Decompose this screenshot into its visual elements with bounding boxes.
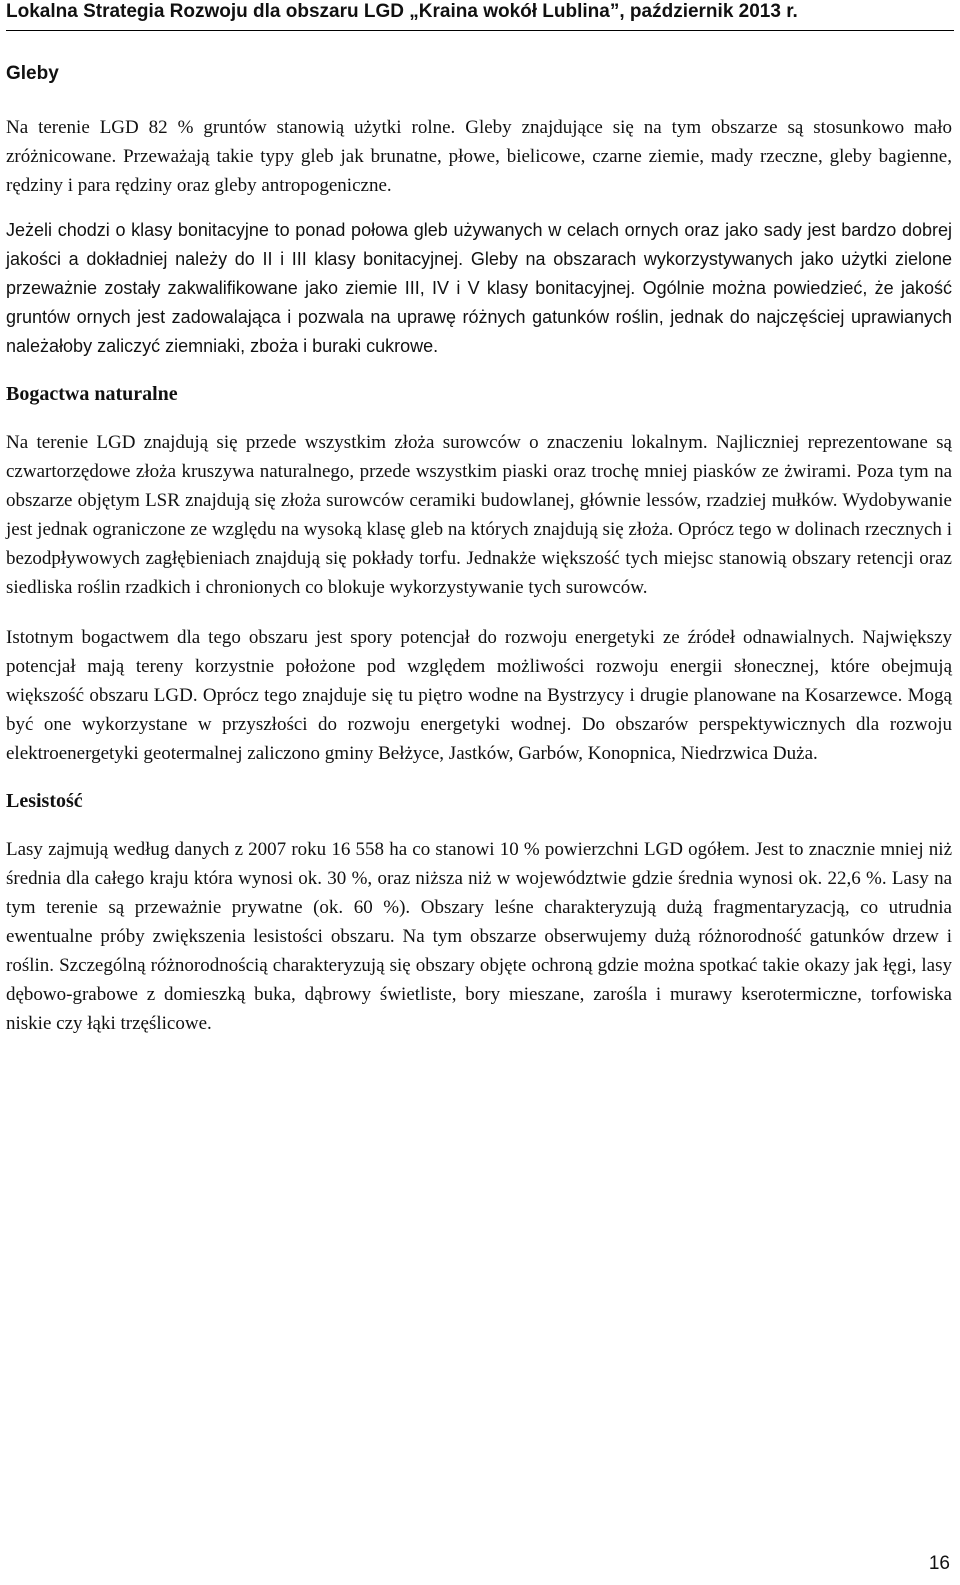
- paragraph-bogactwa-1: Na terenie LGD znajdują się przede wszystkim złoża surowców o znaczeniu lokalnym. Najliczniej reprezentowane są czwartorzędowe złoża kruszywa naturalnego, przede wszystkim piaski oraz trochę mniej piasków ze żwirami. Poza tym na obszarze objętym LSR znajdują się złoża surowców ceramiki budowlanej, głównie lessów, rzadziej mułków. Wydobywanie jest jednak ograniczone ze względu na wysoką klasę gleb na których znajdują się złoża. Oprócz tego w dolinach rzecznych i bezodpływowych zagłębieniach znajdują się pokłady torfu. Jednakże większość tych miejsc stanowią obszary retencji oraz siedliska roślin rzadkich i chronionych co blokuje wykorzystywanie tych surowców.: [6, 432, 952, 598]
- document-header: Lokalna Strategia Rozwoju dla obszaru LGD „Kraina wokół Lublina”, październik 2013 r.: [6, 0, 954, 31]
- paragraph-gleby-1: Na terenie LGD 82 % gruntów stanowią użytki rolne. Gleby znajdujące się na tym obszarze są stosunkowo mało zróżnicowane. Przeważają takie typy gleb jak brunatne, płowe, bielicowe, czarne ziemie, mady rzeczne, gleby bagienne, rędziny i para rędziny oraz gleby antropogeniczne.: [6, 117, 952, 196]
- page-content: [6, 62, 952, 1059]
- paragraph-bogactwa-2: Istotnym bogactwem dla tego obszaru jest spory potencjał do rozwoju energetyki ze źródeł odnawialnych. Największy potencjał mają tereny korzystnie położone pod względem możliwości rozwoju energii słonecznej, które obejmują większość obszaru LGD. Oprócz tego znajduje się tu piętro wodne na Bystrzycy i drugie planowane na Kosarzewce. Mogą być one wykorzystane w przyszłości do rozwoju energetyki wodnej. Do obszarów perspektywicznych dla rozwoju elektroenergetyki geotermalnej zaliczono gminy Bełżyce, Jastków, Garbów, Konopnica, Niedrzwica Duża.: [6, 627, 952, 764]
- paragraph-lesistosc-1: Lasy zajmują według danych z 2007 roku 16 558 ha co stanowi 10 % powierzchni LGD ogółem. Jest to znacznie mniej niż średnia dla całego kraju która wynosi ok. 30 %, oraz niższa niż w województwie gdzie średnia wynosi ok. 22,6 %. Lasy na tym terenie są przeważnie prywatne (ok. 60 %). Obszary leśne charakteryzują dużą fragmentaryzacją, co utrudnia ewentualne próby zwiększenia lesistości obszaru. Na tym obszarze obserwujemy dużą różnorodność gatunków drzew i roślin. Szczególną różnorodnością charakteryzują się obszary objęte ochroną gdzie można spotkać takie okazy jak łęgi, lasy dębowo-grabowe z domieszką buka, dąbrowy świetliste, bory mieszane, zarośla i murawy kserotermiczne, torfowiska niskie czy łąki trzęślicowe.: [6, 839, 952, 1034]
- section-heading-bogactwa: Bogactwa naturalne: [6, 383, 178, 405]
- section-heading-gleby: Gleby: [6, 63, 59, 84]
- paragraph-gleby-2: Jeżeli chodzi o klasy bonitacyjne to ponad połowa gleb używanych w celach ornych oraz jako sady jest bardzo dobrej jakości a dokładniej należy do II i III klasy bonitacyjnej. Gleby na obszarach wykorzystywanych jako użytki zielone przeważnie zostały zakwalifikowane jako ziemie III, IV i V klasy bonitacyjnej. Ogólnie można powiedzieć, że jakość gruntów ornych jest zadowalająca i pozwala na uprawę różnych gatunków roślin, jednak do najczęściej uprawianych należałoby zaliczyć ziemniaki, zboża i buraki cukrowe.: [6, 220, 952, 356]
- page-number: 16: [928, 1553, 950, 1574]
- section-heading-lesistosc: Lesistość: [6, 790, 83, 812]
